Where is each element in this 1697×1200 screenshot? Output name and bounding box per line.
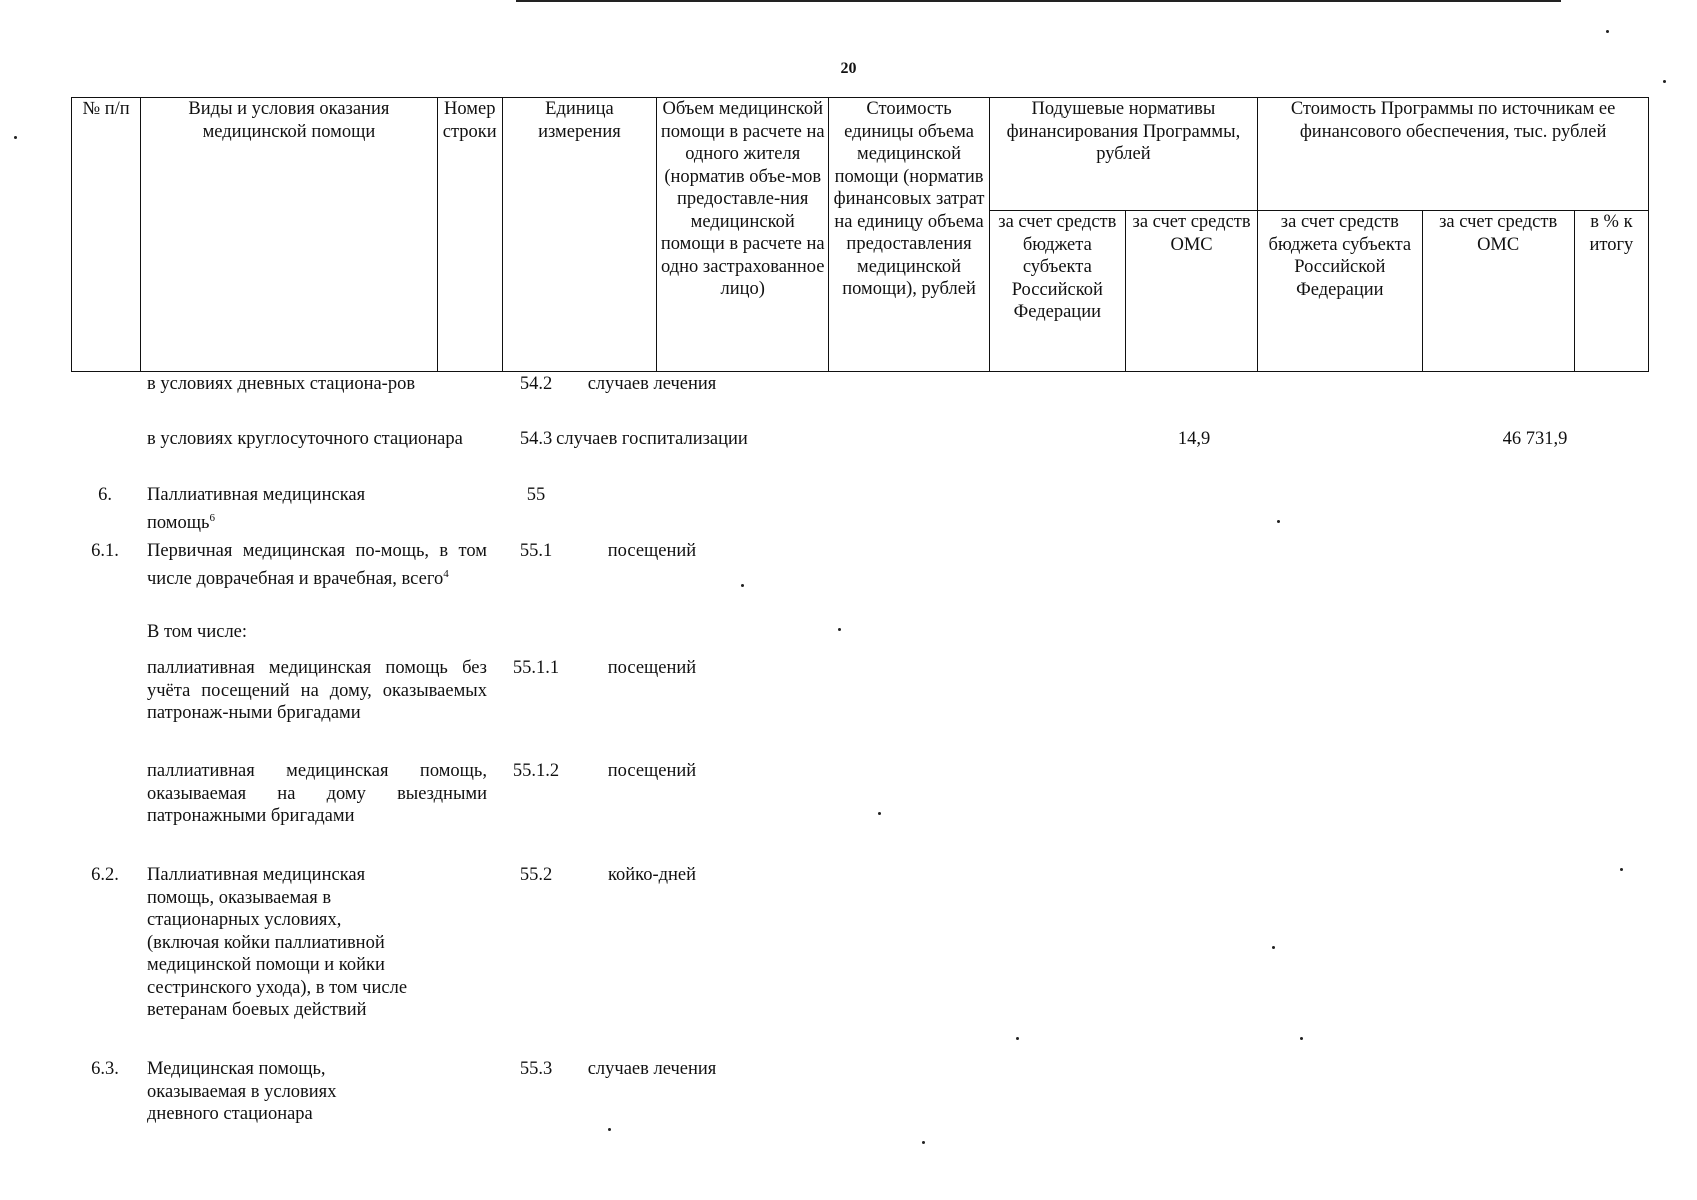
scan-speck	[1272, 946, 1275, 949]
row-name: Паллиативная медицинская помощь$^6$	[147, 485, 366, 533]
scan-speck	[878, 812, 881, 815]
row-unit: посещений	[607, 761, 697, 781]
row-name: Паллиативная медицинская помощь, оказываемая в стационарных условиях, (включая койки паллиативной медицинской помощи и койки сестринского ухода), в том числе ветеранам боевых действий	[147, 865, 408, 1020]
top-border-line	[516, 0, 1561, 2]
scan-speck	[1663, 80, 1666, 83]
table-header	[71, 97, 1649, 372]
header-percapita-oms: за счет средств ОМС	[1125, 211, 1257, 372]
header-program: Стоимость Программы по источникам ее финансового обеспечения, тыс. рублей	[1258, 98, 1649, 211]
footnote-mark: 6	[209, 511, 215, 524]
row-name: в условиях круглосуточного стационара	[147, 429, 463, 449]
header-cost: Стоимость единицы объема медицинской помощи (норматив финансовых затрат на единицу объема предоставления медицинской помощи), рублей	[829, 98, 989, 372]
scan-speck	[1300, 1037, 1303, 1040]
header-num: № п/п	[72, 98, 141, 372]
row-line: 54.3	[519, 429, 553, 449]
row-line: 55.3	[519, 1059, 553, 1079]
row-line: 55	[526, 485, 546, 505]
row-num: 6.2.	[91, 865, 119, 885]
row-unit: случаев лечения	[587, 1059, 717, 1079]
row-name: в условиях дневных стациона-ров	[147, 374, 416, 394]
row-line: 55.2	[519, 865, 553, 885]
row-name: Медицинская помощь, оказываемая в условиях дневного стационара	[147, 1059, 337, 1124]
row-unit: посещений	[607, 658, 697, 678]
row-line: 55.1	[519, 541, 553, 561]
row-name: Первичная медицинская по-мощь, в том числе доврачебная и врачебная, всего$^4$	[147, 541, 487, 589]
scan-speck	[838, 628, 841, 631]
row-unit: посещений	[607, 541, 697, 561]
scan-speck	[1606, 30, 1609, 33]
header-percapita: Подушевые нормативы финансирования Программы, рублей	[989, 98, 1258, 211]
row-name: паллиативная медицинская помощь, оказываемая на дому выездными патронажными бригадами	[147, 761, 487, 826]
header-line: Номер строки	[437, 98, 502, 372]
row-name: В том числе:	[147, 622, 248, 642]
header-percapita-budget: за счет средств бюджета субъекта Российской Федерации	[989, 211, 1125, 372]
row-line: 55.1.1	[512, 658, 560, 678]
scan-speck	[14, 136, 17, 139]
row-num: 6.	[98, 485, 112, 505]
footnote-mark: 4	[443, 567, 449, 580]
row-unit: койко-дней	[607, 865, 697, 885]
row-unit: случаев госпитализации	[556, 429, 748, 449]
scan-speck	[1277, 520, 1280, 523]
header-program-pct: в % к итогу	[1574, 211, 1648, 372]
header-unit: Единица измерения	[502, 98, 656, 372]
page-number: 20	[840, 60, 857, 77]
row-line: 55.1.2	[512, 761, 560, 781]
row-num: 6.1.	[91, 541, 119, 561]
header-name: Виды и условия оказания медицинской помощи	[141, 98, 438, 372]
row-line: 54.2	[519, 374, 553, 394]
scan-speck	[741, 584, 744, 587]
scan-speck	[608, 1128, 611, 1131]
row-name: паллиативная медицинская помощь без учёта посещений на дому, оказываемых патронаж-ными бригадами	[147, 658, 487, 723]
scan-speck	[1016, 1037, 1019, 1040]
header-program-budget: за счет средств бюджета субъекта Российской Федерации	[1258, 211, 1422, 372]
row-oms-norm: 14,9	[1177, 429, 1211, 449]
header-volume: Объем медицинской помощи в расчете на одного жителя (норматив объе-мов предоставле-ния медицинской помощи в расчете на одно застрахованное лицо)	[657, 98, 829, 372]
row-unit: случаев лечения	[587, 374, 717, 394]
row-oms-cost: 46 731,9	[1502, 429, 1568, 449]
scan-speck	[1620, 868, 1623, 871]
scan-speck	[922, 1141, 925, 1144]
header-program-oms: за счет средств ОМС	[1422, 211, 1574, 372]
row-num: 6.3.	[91, 1059, 119, 1079]
